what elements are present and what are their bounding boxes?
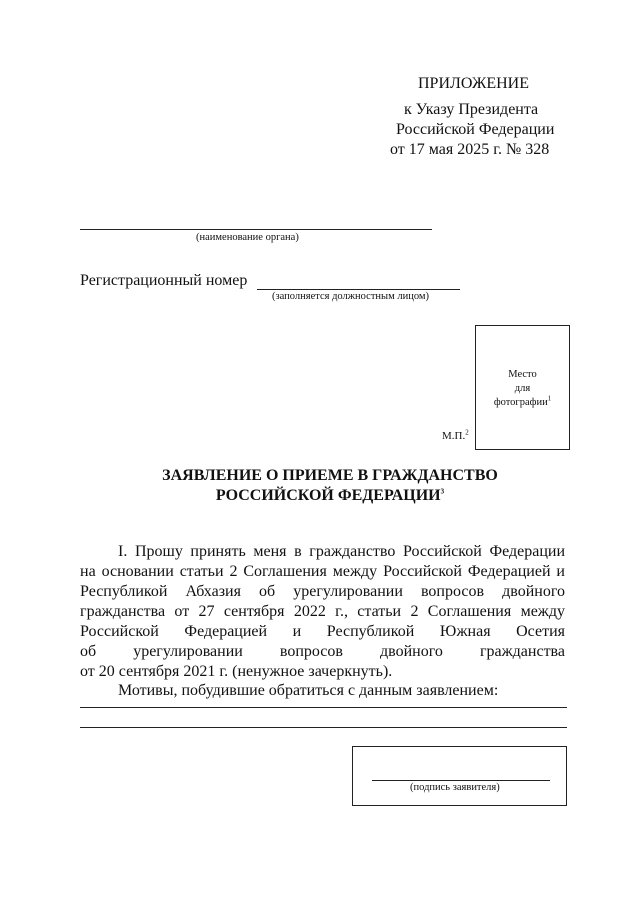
motives-field-line1[interactable] xyxy=(80,707,567,708)
appendix-date-line: от 17 мая 2025 г. № 328 xyxy=(390,141,550,158)
paragraph-line: I. Прошу принять меня в гражданство Российской Федерации xyxy=(118,543,565,560)
photo-text-line2: для xyxy=(514,383,531,394)
photo-text-line1: Место xyxy=(508,369,537,380)
document-title-line2 xyxy=(100,486,560,506)
signature-field[interactable] xyxy=(372,780,550,781)
title-footnote-marker: 3 xyxy=(440,487,445,496)
appendix-title: ПРИЛОЖЕНИЕ xyxy=(418,75,530,92)
document-title-text: РОССИЙСКОЙ ФЕДЕРАЦИИ xyxy=(215,487,441,504)
appendix-decree-line: к Указу Президента xyxy=(404,101,539,118)
paragraph-line: гражданства от 27 сентября 2022 г., статьи 2 Соглашения между xyxy=(80,603,565,620)
paragraph-line: Российской Федерацией и Республикой Южная Осетия xyxy=(80,623,565,640)
photo-placeholder-text xyxy=(476,368,569,410)
paragraph-line: на основании статьи 2 Соглашения между Российской Федерацией и xyxy=(80,563,565,580)
organ-name-field[interactable] xyxy=(80,229,432,230)
application-paragraph xyxy=(80,542,565,682)
signature-caption: (подпись заявителя) xyxy=(410,782,500,793)
stamp-footnote-marker: 2 xyxy=(465,428,469,437)
registration-number-caption: (заполняется должностным лицом) xyxy=(272,291,430,302)
motives-field-line2[interactable] xyxy=(80,727,567,728)
paragraph-line: от 20 сентября 2021 г. (ненужное зачеркнуть). xyxy=(80,663,393,680)
paragraph-line: об урегулировании вопросов двойного гражданства xyxy=(80,643,565,660)
paragraph-line: Республикой Абхазия об урегулировании вопросов двойного xyxy=(80,583,565,600)
photo-text-word: фотографии xyxy=(493,397,548,408)
appendix-country-line: Российской Федерации xyxy=(396,121,555,138)
signature-box[interactable] xyxy=(352,746,567,806)
photo-placeholder[interactable] xyxy=(475,325,570,450)
photo-footnote-marker: 1 xyxy=(547,394,552,403)
photo-text-line3 xyxy=(476,396,569,410)
registration-number-label: Регистрационный номер xyxy=(80,272,248,289)
document-title-line1: ЗАЯВЛЕНИЕ О ПРИЕМЕ В ГРАЖДАНСТВО xyxy=(162,467,498,484)
registration-number-field[interactable] xyxy=(257,289,460,290)
motives-label: Мотивы, побудившие обратиться с данным заявлением: xyxy=(118,682,499,699)
stamp-place-text: М.П. xyxy=(442,430,466,442)
organ-name-caption: (наименование органа) xyxy=(196,232,299,243)
stamp-place-label xyxy=(442,430,469,442)
